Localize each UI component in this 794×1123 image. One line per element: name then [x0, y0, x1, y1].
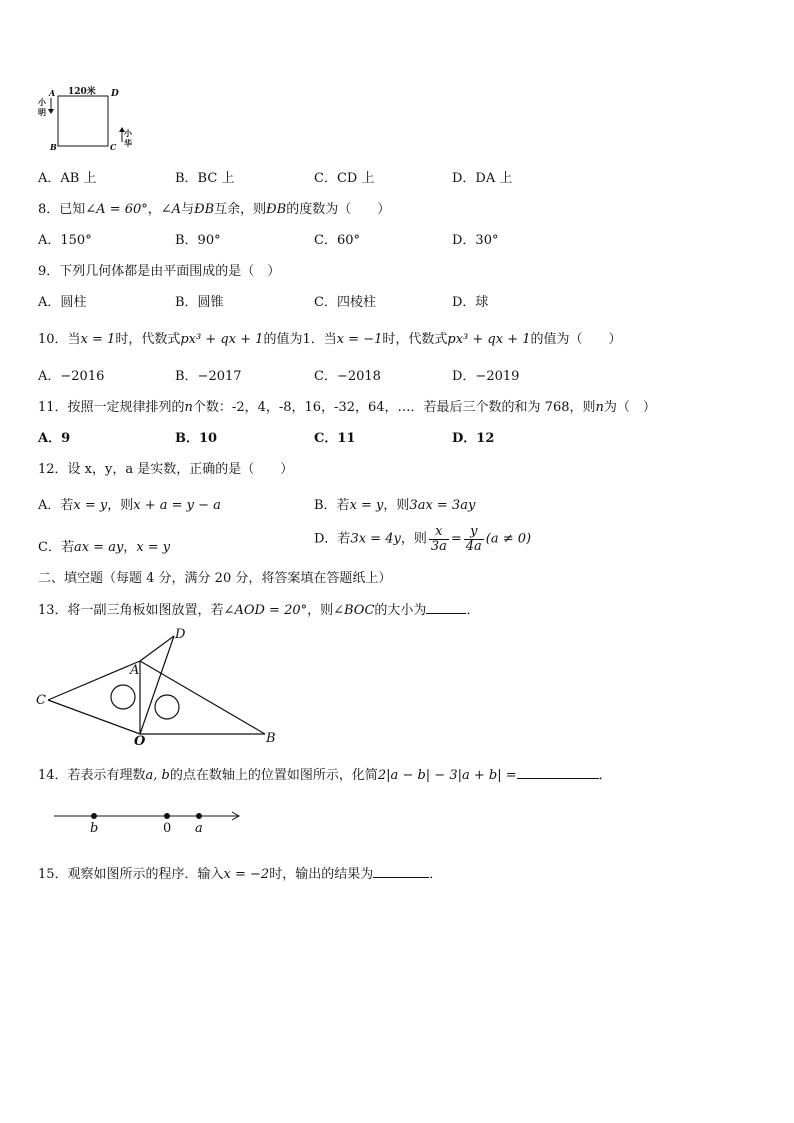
- number-line-axis: [50, 806, 250, 838]
- question-9: 9．下列几何体都是由平面围成的是（ ）: [38, 264, 281, 279]
- fig13-label-o: O: [134, 734, 146, 749]
- q12c-mid: ，: [123, 540, 137, 555]
- q8-option-a: A．150°: [38, 233, 92, 248]
- fig-label-b: B: [50, 142, 57, 152]
- q14-expr: 2|a − b| − 3|a + b| =: [377, 768, 517, 783]
- q10-option-c: C．−2018: [314, 369, 381, 384]
- question-12: 12．设 x，y，a 是实数，正确的是（ ）: [38, 462, 294, 477]
- q13-text: ，则: [307, 603, 334, 618]
- fig-xiaoming-2: 明: [38, 107, 46, 117]
- q12a-mid: ，则: [107, 498, 134, 513]
- q12d-label: D．若: [314, 531, 351, 547]
- q8-math: ÐB: [194, 202, 215, 217]
- fraction-denominator: 3a: [430, 538, 447, 554]
- fraction-numerator: y: [464, 525, 484, 540]
- answer-blank: [426, 601, 466, 614]
- fraction-numerator: x: [429, 525, 449, 540]
- q10-text: 时，代数式: [115, 332, 181, 347]
- q9-option-b: B．圆锥: [175, 295, 224, 310]
- fig-xiaohua-1: 小: [124, 128, 132, 138]
- q11-option-b: B．10: [175, 431, 218, 446]
- q10-math: px³ + qx + 1: [447, 332, 531, 347]
- q12-option-b: [314, 494, 475, 513]
- q13-figure: [30, 626, 290, 754]
- q15-text: 15．观察如图所示的程序．输入: [38, 867, 224, 882]
- q11-text: 个数：-2，4，-8，16，-32，64，…．若最后三个数的和为 768，则: [192, 400, 596, 415]
- q8-option-c: C．60°: [314, 233, 360, 248]
- q11-math: n: [595, 400, 604, 415]
- q10-text: 10．当: [38, 332, 81, 347]
- q8-math: ∠A = 60°: [85, 202, 148, 217]
- q12d-fraction-2: [464, 525, 484, 553]
- fig13-label-b: B: [266, 731, 276, 746]
- q12c-math: x = y: [136, 540, 171, 555]
- fig13-label-c: C: [36, 693, 46, 708]
- triangle-rulers-diagram: [30, 626, 290, 754]
- q11-option-a: A．9: [38, 431, 71, 446]
- q7-option-c: C．CD 上: [314, 171, 375, 186]
- numberline-label-a: a: [195, 821, 203, 836]
- q12d-mid: ，则: [400, 531, 427, 547]
- question-10: [38, 328, 622, 347]
- q14-end: ．: [598, 768, 612, 783]
- q12b-math: 3ax = 3ay: [409, 498, 476, 513]
- fig-xiaohua-2: 华: [124, 138, 132, 148]
- q13-math: ∠AOD = 20°: [223, 603, 308, 618]
- answer-blank: [517, 766, 599, 779]
- q12d-fraction-1: [429, 525, 449, 553]
- question-13: [38, 599, 479, 618]
- q15-math: x = −2: [223, 867, 270, 882]
- q12a-math: x = y: [73, 498, 108, 513]
- q9-option-a: A．圆柱: [38, 295, 87, 310]
- q11-math: n: [184, 400, 193, 415]
- q13-end: ．: [466, 603, 480, 618]
- question-8: [38, 198, 390, 217]
- q11-text: 为（ ）: [603, 400, 656, 415]
- q12a-math: x + a = y − a: [133, 498, 221, 513]
- q12c-label: C．若: [38, 540, 74, 555]
- q10-text: 的值为（ ）: [530, 332, 622, 347]
- numberline-label-zero: 0: [163, 821, 172, 836]
- q7-option-b: B．BC 上: [175, 171, 235, 186]
- q15-text: 时，输出的结果为: [269, 867, 374, 882]
- q10-text: 的值为1．当: [263, 332, 337, 347]
- q10-option-d: D．−2019: [452, 369, 520, 384]
- q10-math: x = −1: [336, 332, 383, 347]
- q8-text: ，: [147, 202, 161, 217]
- section-heading: 二、填空题（每题 4 分，满分 20 分，将答案填在答题纸上）: [38, 571, 392, 586]
- q11-option-d: D．12: [452, 431, 495, 446]
- q10-math: x = 1: [80, 332, 116, 347]
- q12d-tail: (a ≠ 0): [485, 531, 532, 547]
- q14-text: 14．若表示有理数: [38, 768, 146, 783]
- q10-math: px³ + qx + 1: [180, 332, 264, 347]
- q8-math: ÐB: [266, 202, 287, 217]
- q14-math: a, b: [145, 768, 170, 783]
- q10-option-b: B．−2017: [175, 369, 242, 384]
- q12a-label: A．若: [38, 498, 74, 513]
- fig13-label-d: D: [175, 627, 186, 642]
- q12b-mid: ，则: [383, 498, 410, 513]
- q8-option-b: B．90°: [175, 233, 221, 248]
- q13-math: ∠BOC: [333, 603, 375, 618]
- q13-text: 的大小为: [374, 603, 427, 618]
- q8-text: 8．已知: [38, 202, 86, 217]
- q7-option-d: D．DA 上: [452, 171, 513, 186]
- q10-option-a: A．−2016: [38, 369, 105, 384]
- question-14: [38, 764, 612, 783]
- numberline-label-b: b: [90, 821, 99, 836]
- q7-figure: [34, 86, 134, 152]
- number-line: [50, 806, 250, 838]
- answer-blank: [373, 865, 429, 878]
- fig13-label-a: A: [130, 663, 140, 678]
- q11-option-c: C．11: [314, 431, 356, 446]
- q12-option-a: [38, 494, 221, 513]
- q14-text: 的点在数轴上的位置如图所示，化简: [169, 768, 378, 783]
- q13-text: 13．将一副三角板如图放置，若: [38, 603, 224, 618]
- fig-xiaoming-1: 小: [38, 97, 46, 107]
- question-15: [38, 863, 442, 882]
- fig-top-label: 120米: [68, 87, 96, 97]
- fig-label-a: A: [49, 88, 56, 98]
- q12-option-c: [38, 536, 170, 555]
- q12-option-d: [314, 525, 531, 553]
- q9-option-d: D．球: [452, 295, 489, 310]
- fraction-denominator: 4a: [465, 538, 482, 554]
- q12c-math: ax = ay: [73, 540, 124, 555]
- question-11: [38, 396, 656, 415]
- q15-end: ．: [429, 867, 443, 882]
- q12d-eq: =: [450, 531, 462, 547]
- q8-option-d: D．30°: [452, 233, 499, 248]
- q12b-math: x = y: [349, 498, 384, 513]
- fig-label-c: C: [110, 142, 117, 152]
- q12d-math: 3x = 4y: [350, 531, 401, 547]
- q8-text: 的度数为（ ）: [286, 202, 391, 217]
- q7-option-a: A．AB 上: [38, 171, 97, 186]
- q11-text: 11．按照一定规律排列的: [38, 400, 185, 415]
- q8-text: 互余，则: [214, 202, 267, 217]
- q12b-label: B．若: [314, 498, 350, 513]
- q8-text: 与: [181, 202, 195, 217]
- q9-option-c: C．四棱柱: [314, 295, 376, 310]
- q8-math: ∠A: [160, 202, 182, 217]
- q10-text: 时，代数式: [382, 332, 448, 347]
- fig-label-d: D: [111, 89, 119, 99]
